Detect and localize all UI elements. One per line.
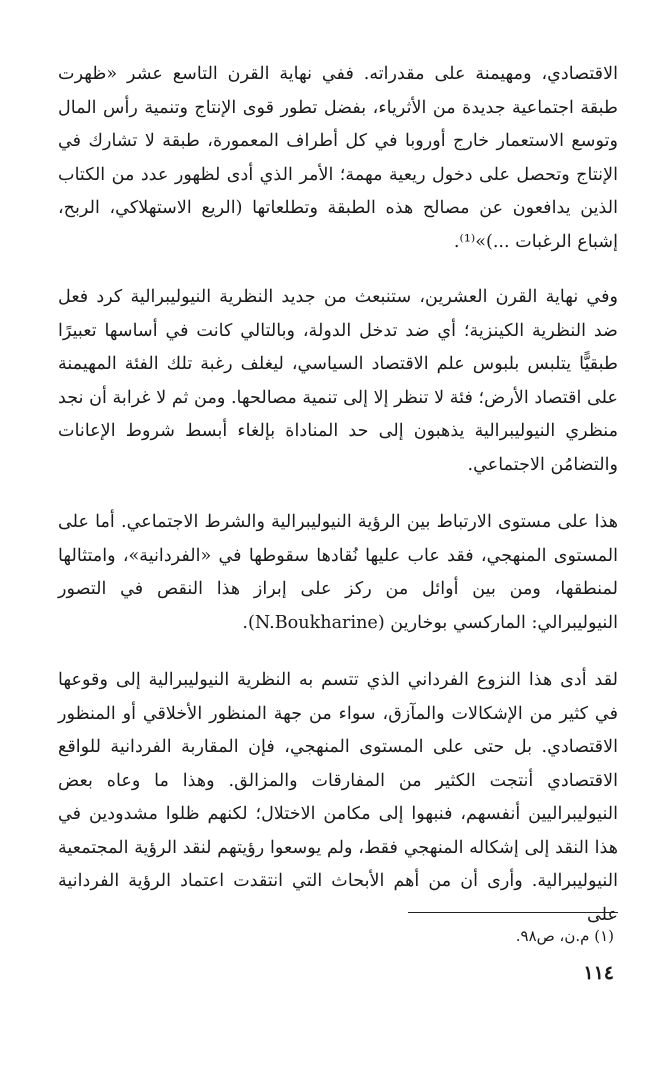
footnote: (١) م.ن، ص٩٨. [515,927,614,945]
page-number: ١١٤ [583,962,614,984]
paragraph-1: الاقتصادي، ومهيمنة على مقدراته. ففي نهاية القرن التاسع عشر «ظهرت طبقة اجتماعية جديدة من الأثرياء، بفضل تطور قوى الإنتاج وتنمية رأس المال وتوسع الاستعمار خارج أوروبا في كل أطراف المعمورة، طبقة لا تشارك في الإنتاج وتحصل على دخول ريعية مهمة؛ الأمر الذي أدى لظهور عدد من الكتاب الذين يدافعون عن مصالح هذه الطبقة وتطلعاتها (الريع الاستهلاكي، الربح، إشباع الرغبات ...)»⁽¹⁾. [58,64,618,252]
paragraph-3: هذا على مستوى الارتباط بين الرؤية النيوليبرالية والشرط الاجتماعي. أما على المستوى المنهجي، فقد عاب عليها نُقادها سقوطها في «الفردانية»، وامتثالها لمنطقها، ومن بين أوائل من ركز على إبراز هذا النقص في التصور النيوليبرالي: الماركسي بوخارين (N.Boukharine). [58,512,618,633]
page-body [58,58,618,956]
paragraph-4: لقد أدى هذا النزوع الفرداني الذي تتسم به النظرية النيوليبرالية إلى وقوعها في كثير من الإشكالات والمآزق، سواء من جهة المنظور الأخلاقي أو المنظور الاقتصادي. بل حتى على المستوى المنهجي، فإن المقاربة الفردانية للواقع الاقتصادي أنتجت الكثير من المفارقات والمزالق. وهذا ما وعاه بعض النيوليبراليين أنفسهم، فنبهوا إلى مكامن الاختلال؛ لكنهم ظلوا مشدودين في هذا النقد إلى إشكاله المنهجي فقط، ولم يوسعوا رؤيتهم لنقد الرؤية المجتمعية النيوليبرالية. وأرى أن من أهم الأبحاث التي انتقدت اعتماد الرؤية الفردانية على [58,670,618,925]
paragraph-2: وفي نهاية القرن العشرين، ستنبعث من جديد النظرية النيوليبرالية كرد فعل ضد النظرية الكينزية؛ أي ضد تدخل الدولة، وبالتالي كانت في أساسها تعبيرًا طبقيًّا يتلبس بلبوس علم الاقتصاد السياسي، ليغلف رغبة تلك الفئة المهيمنة على اقتصاد الأرض؛ فئة لا تنظر إلا إلى تنمية مصالحها. ومن ثم لا غرابة أن نجد منظري النيوليبرالية يذهبون إلى حد المناداة بإلغاء أبسط شروط الإعانات والتضامُن الاجتماعي. [58,287,618,475]
footnote-separator [408,912,618,913]
